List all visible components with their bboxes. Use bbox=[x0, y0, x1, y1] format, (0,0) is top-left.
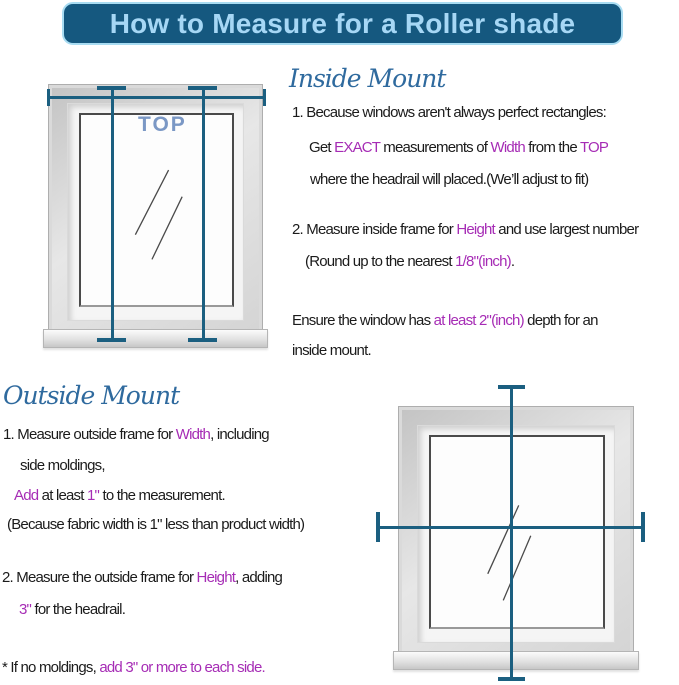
inside-height-1-cap-top bbox=[97, 86, 126, 90]
inside-item1-line1: 1. Because windows aren't always perfect rectangles: bbox=[292, 104, 606, 121]
window-sill bbox=[43, 329, 268, 348]
outside-item1-line2: side moldings, bbox=[20, 457, 105, 474]
inside-width-tick-left bbox=[47, 89, 50, 106]
window-glass bbox=[79, 113, 234, 307]
outside-height-measure-line bbox=[510, 388, 513, 680]
inside-item1-line2: Get EXACT measurements of Width from the TOP bbox=[309, 139, 609, 156]
outside-item2-line2: 3" for the headrail. bbox=[19, 601, 126, 618]
title-banner bbox=[62, 2, 623, 45]
inside-width-tick-right bbox=[263, 89, 266, 106]
inside-mount-window-diagram bbox=[48, 84, 263, 345]
inside-height-2-cap-top bbox=[188, 86, 217, 90]
outside-footnote: * If no moldings, add 3" or more to each side. bbox=[2, 659, 265, 676]
inside-height-measure-line-2 bbox=[202, 88, 205, 341]
outside-mount-heading: Outside Mount bbox=[3, 381, 180, 410]
inside-item2-line2: (Round up to the nearest 1/8"(inch). bbox=[305, 253, 515, 270]
inside-item2-line1: 2. Measure inside frame for Height and use largest number bbox=[292, 221, 639, 238]
outside-item2-line1: 2. Measure the outside frame for Height, adding bbox=[2, 569, 283, 586]
outside-width-measure-line bbox=[378, 526, 644, 529]
inside-item1-line3: where the headrail will placed.(We’ll adjust to fit) bbox=[310, 171, 589, 188]
outside-height-cap-bottom bbox=[498, 677, 525, 681]
outside-item1-line4: (Because fabric width is 1" less than product width) bbox=[7, 516, 305, 533]
outside-width-cap-left bbox=[376, 512, 380, 542]
window-glass bbox=[429, 435, 605, 629]
inside-width-measure-line bbox=[48, 96, 266, 99]
inside-height-1-cap-bottom bbox=[97, 338, 126, 342]
inside-mount-heading: Inside Mount bbox=[289, 64, 446, 93]
outside-item1-line1: 1. Measure outside frame for Width, including bbox=[3, 426, 269, 443]
outside-item1-line3: Add at least 1" to the measurement. bbox=[14, 487, 225, 504]
top-label: TOP bbox=[138, 113, 187, 136]
glass-reflection-lines bbox=[431, 437, 603, 627]
inside-height-measure-line-1 bbox=[111, 88, 114, 341]
outside-width-cap-right bbox=[641, 512, 645, 542]
inside-note-line2: inside mount. bbox=[292, 342, 371, 359]
outside-mount-window-diagram bbox=[398, 406, 634, 667]
inside-height-2-cap-bottom bbox=[188, 338, 217, 342]
window-sill bbox=[393, 651, 639, 670]
inside-note-line1: Ensure the window has at least 2"(inch) depth for an bbox=[292, 312, 598, 329]
glass-reflection-lines bbox=[81, 115, 232, 305]
outside-height-cap-top bbox=[498, 385, 525, 389]
page-title: How to Measure for a Roller shade bbox=[109, 7, 576, 39]
